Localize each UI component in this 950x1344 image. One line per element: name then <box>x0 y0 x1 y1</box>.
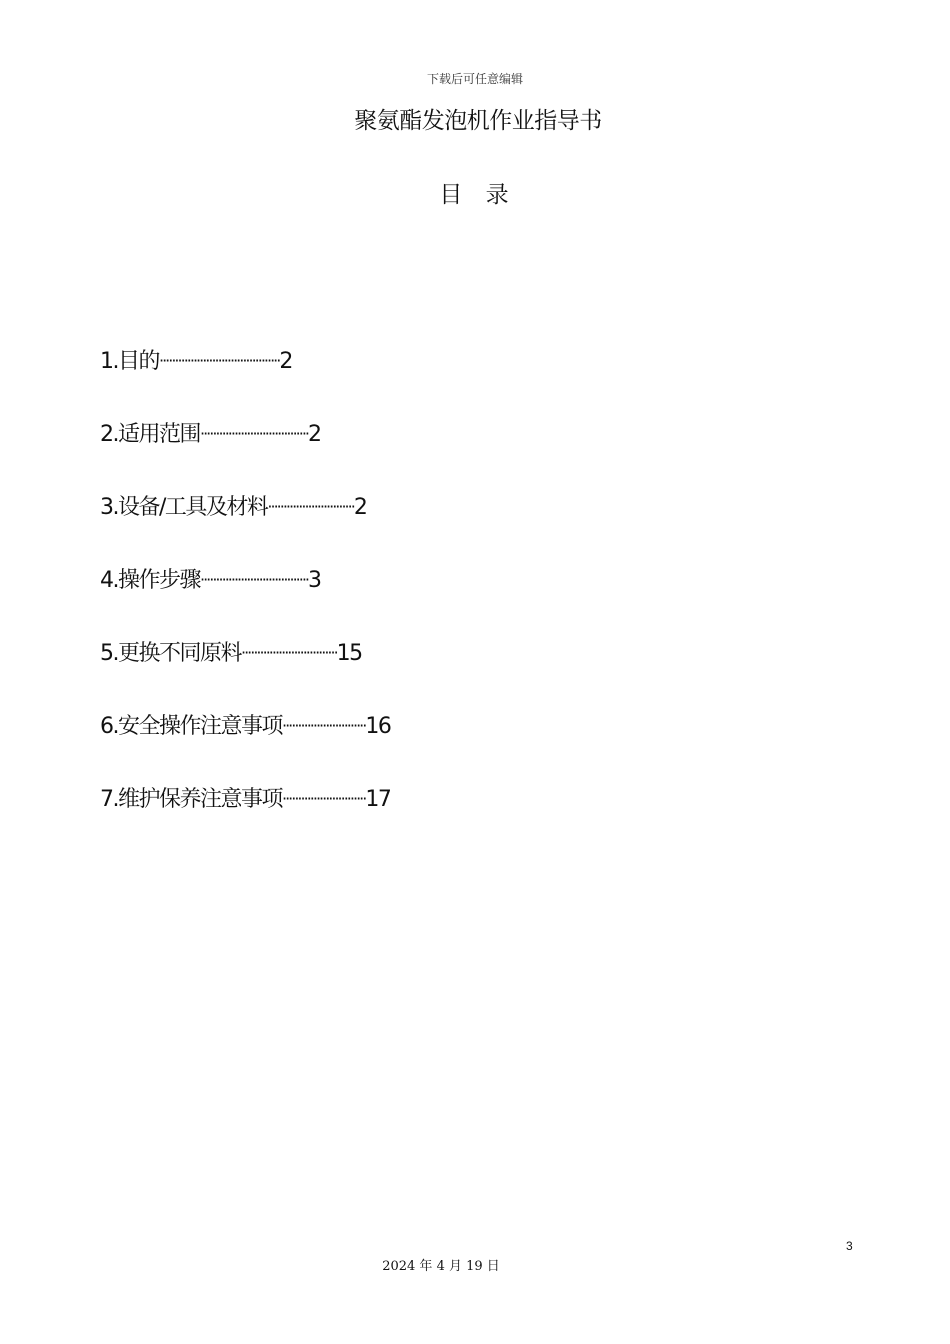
toc-entry-label: 7.维护保养注意事项 <box>100 787 282 812</box>
toc-entry-material-change[interactable] <box>100 635 800 708</box>
toc-entry-label: 5.更换不同原料 <box>100 641 241 666</box>
toc-entry-label: 3.设备/工具及材料 <box>100 495 268 520</box>
table-of-contents <box>100 343 800 854</box>
toc-entry-label: 6.安全操作注意事项 <box>100 714 282 739</box>
toc-entry-purpose[interactable] <box>100 343 800 416</box>
toc-entry-page: 3 <box>308 568 321 593</box>
toc-dot-leader: ······························· <box>241 643 337 662</box>
toc-entry-equipment[interactable] <box>100 489 800 562</box>
toc-entry-page: 2 <box>279 349 292 374</box>
toc-entry-page: 2 <box>308 422 321 447</box>
toc-dot-leader: ···························· <box>267 497 354 516</box>
toc-dot-leader: ··································· <box>200 570 309 589</box>
toc-entry-label: 2.适用范围 <box>100 422 200 447</box>
document-title: 聚氨酯发泡机作业指导书 <box>354 108 602 134</box>
toc-entry-maintenance[interactable] <box>100 781 800 854</box>
toc-dot-leader: ··································· <box>200 424 309 443</box>
toc-dot-leader: ··························· <box>282 789 366 808</box>
toc-entry-label: 4.操作步骤 <box>100 568 200 593</box>
toc-entry-label: 1.目的 <box>100 349 159 374</box>
toc-entry-page: 16 <box>365 714 391 739</box>
toc-entry-scope[interactable] <box>100 416 800 489</box>
toc-dot-leader: ··························· <box>282 716 366 735</box>
toc-dot-leader: ······································· <box>159 351 280 370</box>
toc-entry-procedure[interactable] <box>100 562 800 635</box>
toc-entry-page: 2 <box>353 495 367 520</box>
toc-entry-safety[interactable] <box>100 708 800 781</box>
toc-heading: 目 录 <box>439 182 517 208</box>
toc-entry-page: 15 <box>336 641 362 666</box>
toc-entry-page: 17 <box>365 787 391 812</box>
header-note: 下载后可任意编辑 <box>426 72 523 86</box>
footer-date: 2024 年 4 月 19 日 <box>382 1259 500 1274</box>
page-number: 3 <box>846 1239 853 1253</box>
